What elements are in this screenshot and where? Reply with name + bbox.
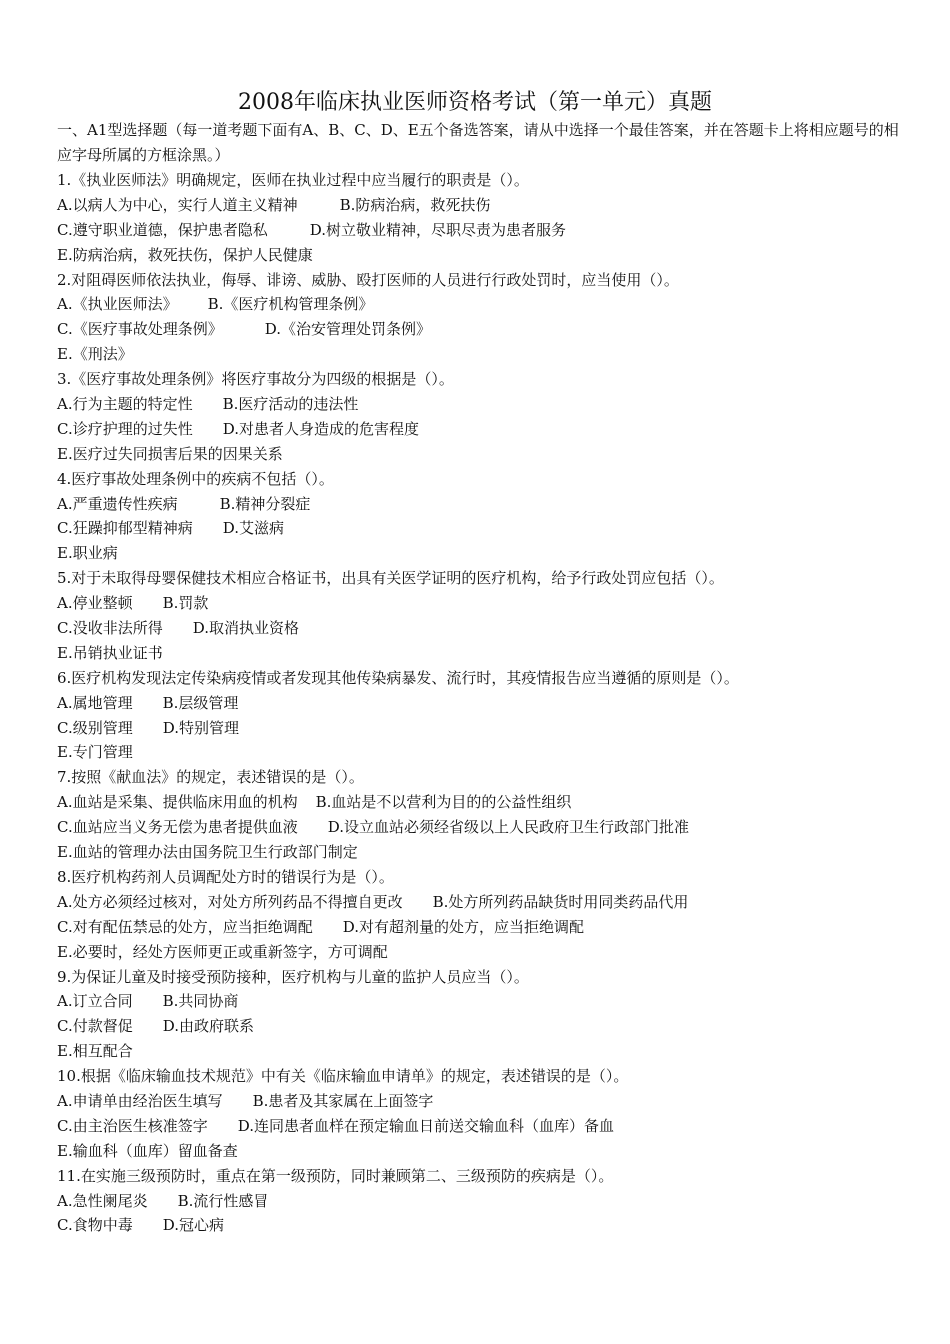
option-e: E.血站的管理办法由国务院卫生行政部门制定 <box>57 843 358 862</box>
question-stem: 10.根据《临床输血技术规范》中有关《临床输血申请单》的规定，表述错误的是（）。 <box>57 1067 629 1086</box>
option-row <box>57 317 917 342</box>
question-stem: 9.为保证儿童及时接受预防接种，医疗机构与儿童的监护人员应当（）。 <box>57 967 529 986</box>
question-stem: 1.《执业医师法》明确规定，医师在执业过程中应当履行的职责是（）。 <box>57 171 529 189</box>
option-a: A.处方必须经过核对，对处方所列药品不得擅自更改 <box>57 892 403 911</box>
option-row <box>57 1189 917 1214</box>
option-row <box>57 591 917 616</box>
option-row <box>57 541 917 566</box>
option-c: C.对有配伍禁忌的处方，应当拒绝调配 <box>57 917 313 936</box>
option-c: C.由主治医生核准签字 <box>57 1116 208 1135</box>
option-c: C.付款督促 <box>57 1017 133 1036</box>
option-a: A.属地管理 <box>57 693 133 712</box>
question-2 <box>57 268 917 368</box>
option-row <box>57 417 917 442</box>
question-1 <box>57 168 917 268</box>
option-c: C.遵守职业道德，保护患者隐私 <box>57 220 268 239</box>
section-instructions: 一、A1型选择题（每一道考题下面有A、B、C、D、E五个备选答案，请从中选择一个最佳答案，并在答题卡上将相应题号的相应字母所属的方框涂黑。） <box>57 121 899 164</box>
option-c: C.狂躁抑郁型精神病 <box>57 519 193 538</box>
option-row <box>57 915 917 940</box>
option-c: C.级别管理 <box>57 718 133 737</box>
option-b: B.患者及其家属在上面签字 <box>252 1091 434 1110</box>
option-a: A.急性阑尾炎 <box>57 1191 148 1210</box>
option-row <box>57 392 917 417</box>
question-stem: 2.对阻碍医师依法执业，侮辱、诽谤、威胁、殴打医师的人员进行行政处罚时，应当使用（）。 <box>57 270 679 289</box>
option-c: C.诊疗护理的过失性 <box>57 419 193 438</box>
question-stem: 4.医疗事故处理条例中的疾病不包括（）。 <box>57 469 334 488</box>
option-row <box>57 940 917 965</box>
option-c: C.血站应当义务无偿为患者提供血液 <box>57 818 298 837</box>
question-stem: 7.按照《献血法》的规定，表述错误的是（）。 <box>57 768 364 787</box>
option-d: D.特别管理 <box>162 718 239 737</box>
option-c: C.食物中毒 <box>57 1216 133 1235</box>
option-a: A.《执业医师法》 <box>57 295 178 314</box>
page-title: 2008年临床执业医师资格考试（第一单元）真题 <box>238 90 712 115</box>
question-4 <box>57 467 917 567</box>
option-row <box>57 989 917 1014</box>
option-b: B.罚款 <box>162 594 209 613</box>
question-8 <box>57 865 917 965</box>
option-row <box>57 1114 917 1139</box>
option-d: D.由政府联系 <box>162 1017 254 1036</box>
option-d: D.艾滋病 <box>222 519 284 538</box>
option-row <box>57 193 917 218</box>
option-row <box>57 1039 917 1064</box>
option-row <box>57 218 917 243</box>
option-b: B.流行性感冒 <box>177 1191 269 1210</box>
option-a: A.血站是采集、提供临床用血的机构 <box>57 793 298 812</box>
option-e: E.《刑法》 <box>57 345 133 364</box>
option-b: B.《医疗机构管理条例》 <box>207 295 374 314</box>
option-e: E.相互配合 <box>57 1042 133 1061</box>
option-b: B.医疗活动的违法性 <box>222 395 359 414</box>
option-row <box>57 1139 917 1164</box>
question-stem: 5.对于未取得母婴保健技术相应合格证书，出具有关医学证明的医疗机构，给予行政处罚应包括（）。 <box>57 569 724 588</box>
option-d: D.对患者人身造成的危害程度 <box>222 419 419 438</box>
option-a: A.申请单由经治医生填写 <box>57 1091 223 1110</box>
question-stem: 3.《医疗事故处理条例》将医疗事故分为四级的根据是（）。 <box>57 370 454 389</box>
question-10 <box>57 1064 917 1164</box>
option-e: E.医疗过失同损害后果的因果关系 <box>57 444 283 463</box>
question-3 <box>57 367 917 467</box>
option-row <box>57 1014 917 1039</box>
question-stem: 11.在实施三级预防时，重点在第一级预防，同时兼顾第二、三级预防的疾病是（）。 <box>57 1166 614 1185</box>
question-11 <box>57 1164 917 1239</box>
option-e: E.输血科（血库）留血备查 <box>57 1141 238 1160</box>
option-d: D.连同患者血样在预定输血日前送交输血科（血库）备血 <box>237 1116 614 1135</box>
option-b: B.处方所列药品缺货时用同类药品代用 <box>432 892 689 911</box>
option-row <box>57 691 917 716</box>
question-stem: 8.医疗机构药剂人员调配处方时的错误行为是（）。 <box>57 867 394 886</box>
question-stem: 6.医疗机构发现法定传染病疫情或者发现其他传染病暴发、流行时，其疫情报告应当遵循的原则是（）。 <box>57 668 739 687</box>
option-d: D.设立血站必须经省级以上人民政府卫生行政部门批准 <box>327 818 689 837</box>
question-9 <box>57 965 917 1065</box>
option-e: E.必要时，经处方医师更正或重新签字，方可调配 <box>57 942 388 961</box>
option-b: B.精神分裂症 <box>219 494 311 513</box>
option-d: D.树立敬业精神，尽职尽责为患者服务 <box>309 220 566 239</box>
option-e: E.职业病 <box>57 544 118 563</box>
question-5 <box>57 566 917 666</box>
option-row <box>57 716 917 741</box>
option-a: A.以病人为中心，实行人道主义精神 <box>57 195 298 214</box>
option-b: B.血站是不以营利为目的的公益性组织 <box>315 793 572 812</box>
option-a: A.严重遗传性疾病 <box>57 494 178 513</box>
option-d: D.取消执业资格 <box>192 619 299 638</box>
option-row <box>57 1213 917 1238</box>
option-row <box>57 815 917 840</box>
option-e: E.专门管理 <box>57 743 133 762</box>
option-row <box>57 292 917 317</box>
option-row <box>57 342 917 367</box>
option-row <box>57 790 917 815</box>
question-list <box>57 168 917 1238</box>
option-a: A.停业整顿 <box>57 594 133 613</box>
option-c: C.没收非法所得 <box>57 619 163 638</box>
option-row <box>57 516 917 541</box>
option-d: D.冠心病 <box>162 1216 224 1235</box>
option-c: C.《医疗事故处理条例》 <box>57 320 223 339</box>
option-row <box>57 740 917 765</box>
option-d: D.对有超剂量的处方，应当拒绝调配 <box>342 917 584 936</box>
option-e: E.吊销执业证书 <box>57 643 163 662</box>
option-row <box>57 840 917 865</box>
option-row <box>57 641 917 666</box>
option-b: B.防病治病，救死扶伤 <box>339 195 491 214</box>
option-row <box>57 492 917 517</box>
option-row <box>57 243 917 268</box>
option-row <box>57 442 917 467</box>
option-a: A.行为主题的特定性 <box>57 395 193 414</box>
option-e: E.防病治病，救死扶伤，保护人民健康 <box>57 245 313 264</box>
question-6 <box>57 666 917 766</box>
option-a: A.订立合同 <box>57 992 133 1011</box>
option-row <box>57 616 917 641</box>
option-row <box>57 890 917 915</box>
question-7 <box>57 765 917 865</box>
option-b: B.层级管理 <box>162 693 239 712</box>
option-row <box>57 1089 917 1114</box>
option-d: D.《治安管理处罚条例》 <box>264 320 431 339</box>
option-b: B.共同协商 <box>162 992 239 1011</box>
